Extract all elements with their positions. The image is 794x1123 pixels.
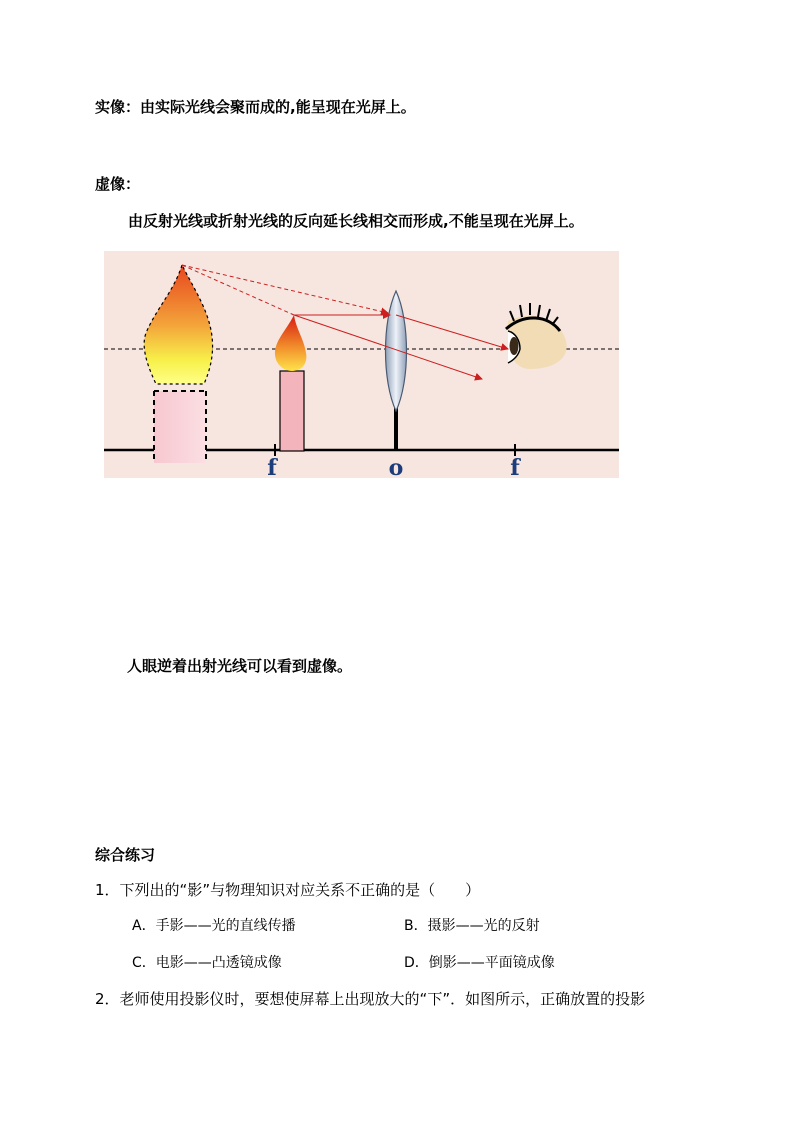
virtual-image-diagram <box>104 251 619 478</box>
question-1-text: 下列出的“影”与物理知识对应关系不正确的是（ ） <box>119 881 481 899</box>
real-image-text: 由实际光线会聚而成的,能呈现在光屏上。 <box>140 98 416 116</box>
focal-label-left: f <box>267 455 277 478</box>
question-2-number: 2． <box>95 990 120 1008</box>
option-a: A．手影——光的直线传播 <box>132 918 296 934</box>
question-1-number: 1． <box>95 881 120 899</box>
section-heading: 综合练习 <box>95 846 156 864</box>
question-2-text: 老师使用投影仪时，要想使屏幕上出现放大的“下”．如图所示，正确放置的投影 <box>119 990 646 1008</box>
option-c: C．电影——凸透镜成像 <box>132 955 282 971</box>
question-1 <box>95 879 480 900</box>
real-image-definition <box>95 96 416 117</box>
virtual-image-term: 虚像： <box>95 175 141 193</box>
option-d: D．倒影——平面镜成像 <box>404 955 555 971</box>
option-b: B．摄影——光的反射 <box>404 918 540 934</box>
virtual-image-text: 由反射光线或折射光线的反向延长线相交而形成,不能呈现在光屏上。 <box>128 212 584 230</box>
eye-note: 人眼逆着出射光线可以看到虚像。 <box>127 657 353 675</box>
optical-center-label: o <box>388 455 404 478</box>
focal-label-right: f <box>510 455 520 478</box>
real-image-term: 实像： <box>95 98 141 116</box>
question-2 <box>95 988 645 1009</box>
